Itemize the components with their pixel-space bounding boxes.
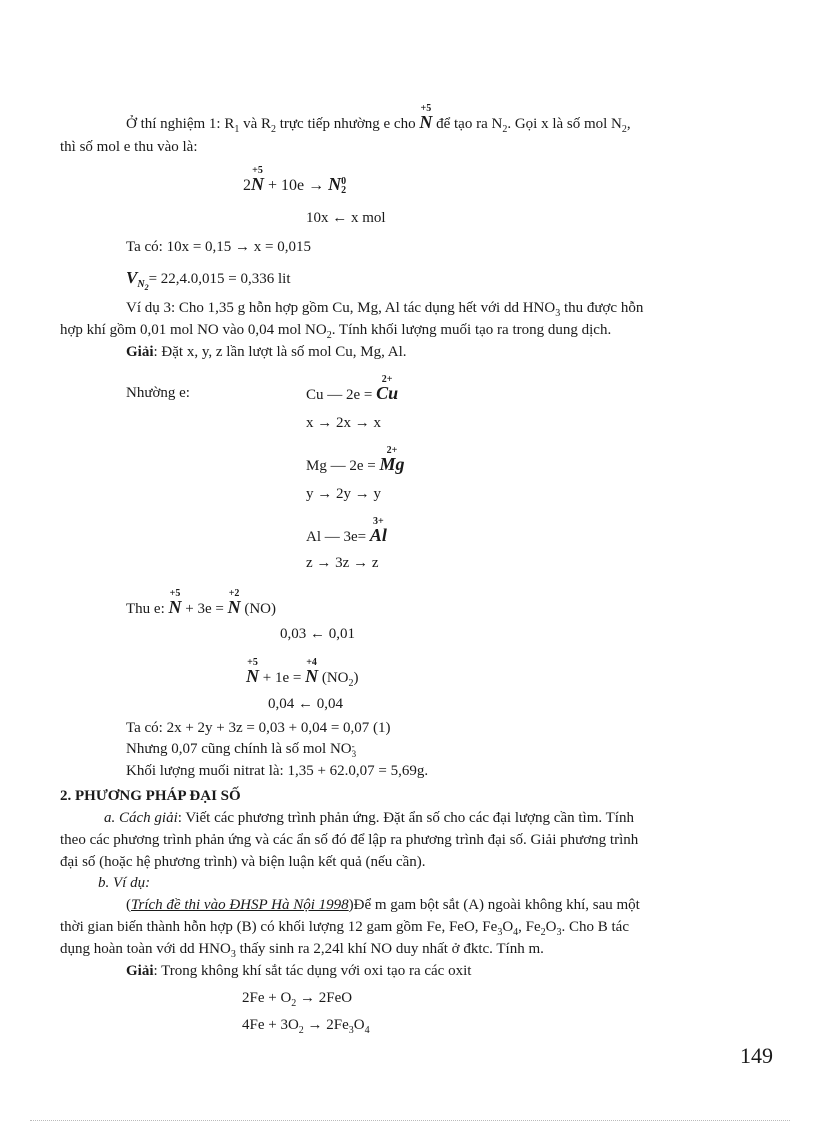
subscript [137,279,148,290]
subscript: 4 [364,1025,370,1036]
coefficient: 2 [243,177,251,194]
text: (NO) [240,601,276,617]
text-line [126,103,631,140]
oxidation-symbol [379,445,405,474]
oxidation-symbol [419,103,433,132]
text-line [126,961,471,981]
text: Al — 3e= [306,529,370,545]
oxidation-symbol [369,516,387,545]
subscript: 3 [556,927,562,938]
element: N [246,666,259,686]
oxidation-symbol [227,588,241,617]
oxidation-symbol [376,374,399,403]
bottom-dotted-rule [30,1120,790,1121]
subscript: 2 [341,185,347,197]
oxidation-state: +5 [247,657,258,668]
element: N [168,597,182,617]
text-line: Khối lượng muối nitrat là: 1,35 + 62.0,07 = 5,69g. [126,763,429,779]
text-line: b. Ví dụ: [98,875,151,891]
text-line: theo các phương trình phản ứng và các ẩn số đó để lập ra phương trình đại số. Giải phương trình [60,832,639,848]
text: , Fe [518,919,541,935]
text-line [126,895,640,915]
equation-line: x → 2x → x [306,415,381,431]
equation [306,374,399,405]
text: O [502,919,514,935]
text: → 2Fe [303,1017,349,1033]
text: N [137,279,145,290]
citation: Trích đề thi vào ĐHSP Hà Nội 1998 [131,897,349,913]
oxidation-symbol [251,165,264,194]
text: Mg — 2e = [306,458,380,474]
text: ) [353,670,359,686]
text-line [126,268,291,298]
text: dụng hoàn toàn với dd HNO [60,941,231,957]
subscript: 3 [497,927,503,938]
text: thu được hỗn [560,300,644,316]
subscript: 2 [271,124,277,135]
subscript: 3 [351,748,357,759]
text: + 1e = [259,670,306,686]
text: (NO [318,670,349,686]
text: ( [126,897,131,913]
text-line [126,739,356,759]
text: . Cho B tác [561,919,629,935]
text: thời gian biến thành hỗn hợp (B) có khối lượng 12 gam gồm Fe, FeO, Fe [60,919,498,935]
equation [126,588,276,619]
oxidation-symbol [305,657,319,686]
subscript: 4 [513,927,519,938]
volume-symbol: V [126,268,138,287]
text: 4Fe + 3O [242,1017,299,1033]
text: Ví dụ 3: Cho 1,35 g hỗn hợp gồm Cu, Mg, Al tác dụng hết với dd HNO [126,300,556,316]
subscript: 2 [502,124,508,135]
subscript: 3 [230,949,236,960]
subscript: 2 [326,330,332,341]
oxidation-state: +4 [306,657,317,668]
subscript: 3 [348,1025,354,1036]
text: . Tính khối lượng muối tạo ra trong dung dịch. [331,322,612,338]
equation-line: y → 2y → y [306,486,381,502]
text: 2Fe + O [242,990,292,1006]
text: hợp khí gồm 0,01 mol NO vào 0,04 mol NO [60,322,327,338]
oxidation-state: +5 [420,103,432,114]
oxidation-state: +5 [169,588,181,599]
oxidation-state: +5 [252,165,263,176]
element: N [328,174,342,194]
equation-line: 0,04 ← 0,04 [268,696,343,712]
equation [242,988,352,1014]
text: . Gọi x là số mol N [507,116,622,132]
superscript: 0 [341,176,347,188]
equation [306,445,405,476]
subscript: 2 [540,927,546,938]
oxidation-symbol [168,588,182,617]
equation [246,657,359,694]
text: Nhưng 0,07 cũng chính là số mol NO [126,741,352,757]
text-line: Ta có: 10x = 0,15 → x = 0,015 [126,239,312,255]
oxidation-state: 2+ [381,374,393,385]
text-line [104,808,634,828]
element: N [419,112,433,132]
text: : Đặt x, y, z lần lượt là số mol Cu, Mg, Al. [153,344,407,360]
equation-line: z → 3z → z [306,555,379,571]
label-bold: Giải [126,963,154,979]
text: trực tiếp nhường e cho [276,116,420,132]
equation [243,165,347,197]
label-italic: a. Cách giải [104,810,178,826]
subscript: 2 [621,124,627,135]
text-line: thì số mol e thu vào là: [60,139,198,155]
text: Cu — 2e = [306,387,377,403]
subscript: 3 [555,308,561,319]
text: + 10e → [264,177,329,194]
text: và R [239,116,272,132]
text: : Viết các phương trình phản ứng. Đặt ẩn số cho các đại lượng cần tìm. Tính [177,810,634,826]
oxidation-state: 3+ [373,516,384,527]
subscript: 1 [234,124,240,135]
oxidation-state: +2 [228,588,240,599]
text: O [545,919,557,935]
subscript: 2 [291,998,297,1009]
text: + 3e = [181,601,228,617]
element: N [227,597,241,617]
subscript: 2 [144,283,149,292]
text: để tạo ra N [432,116,503,132]
element: Cu [376,383,399,403]
page-number: 149 [740,1043,773,1068]
text-line: đại số (hoặc hệ phương trình) và biện luận kết quả (nếu cần). [60,854,426,870]
sub-sup [341,177,346,195]
element: Al [369,525,387,545]
section-heading: 2. PHƯƠNG PHÁP ĐẠI SỐ [60,788,241,804]
text: )Để m gam bột sắt (A) ngoài không khí, sau một [348,897,640,913]
text: thấy sinh ra 2,24l khí NO duy nhất ở đktc. Tính m. [235,941,544,957]
text: = 22,4.0,015 = 0,336 lit [148,271,291,287]
equation-line: 0,03 ← 0,01 [280,626,355,642]
element: N [251,174,264,194]
element: N [305,666,319,686]
oxidation-symbol [246,657,259,686]
text: Ở thí nghiệm 1: R [126,116,235,132]
equation-line: 10x ← x mol [306,210,386,226]
text: O [353,1017,365,1033]
subscript: 2 [298,1025,304,1036]
text-line: Ta có: 2x + 2y + 3z = 0,03 + 0,04 = 0,07 (1) [126,720,391,736]
text-line [126,342,407,362]
superscript: - [351,740,355,751]
subscript: 2 [348,678,354,689]
text: : Trong không khí sắt tác dụng với oxi tạo ra các oxit [153,963,472,979]
text-line: Nhường e: [126,385,190,401]
equation [306,516,387,547]
text: , [626,116,631,132]
label-bold: Giải [126,344,154,360]
text: → 2FeO [296,990,353,1006]
equation [242,1015,370,1041]
text: Thu e: [126,601,169,617]
element: Mg [379,454,405,474]
oxidation-state: 2+ [386,445,398,456]
sub-sup [352,742,357,758]
